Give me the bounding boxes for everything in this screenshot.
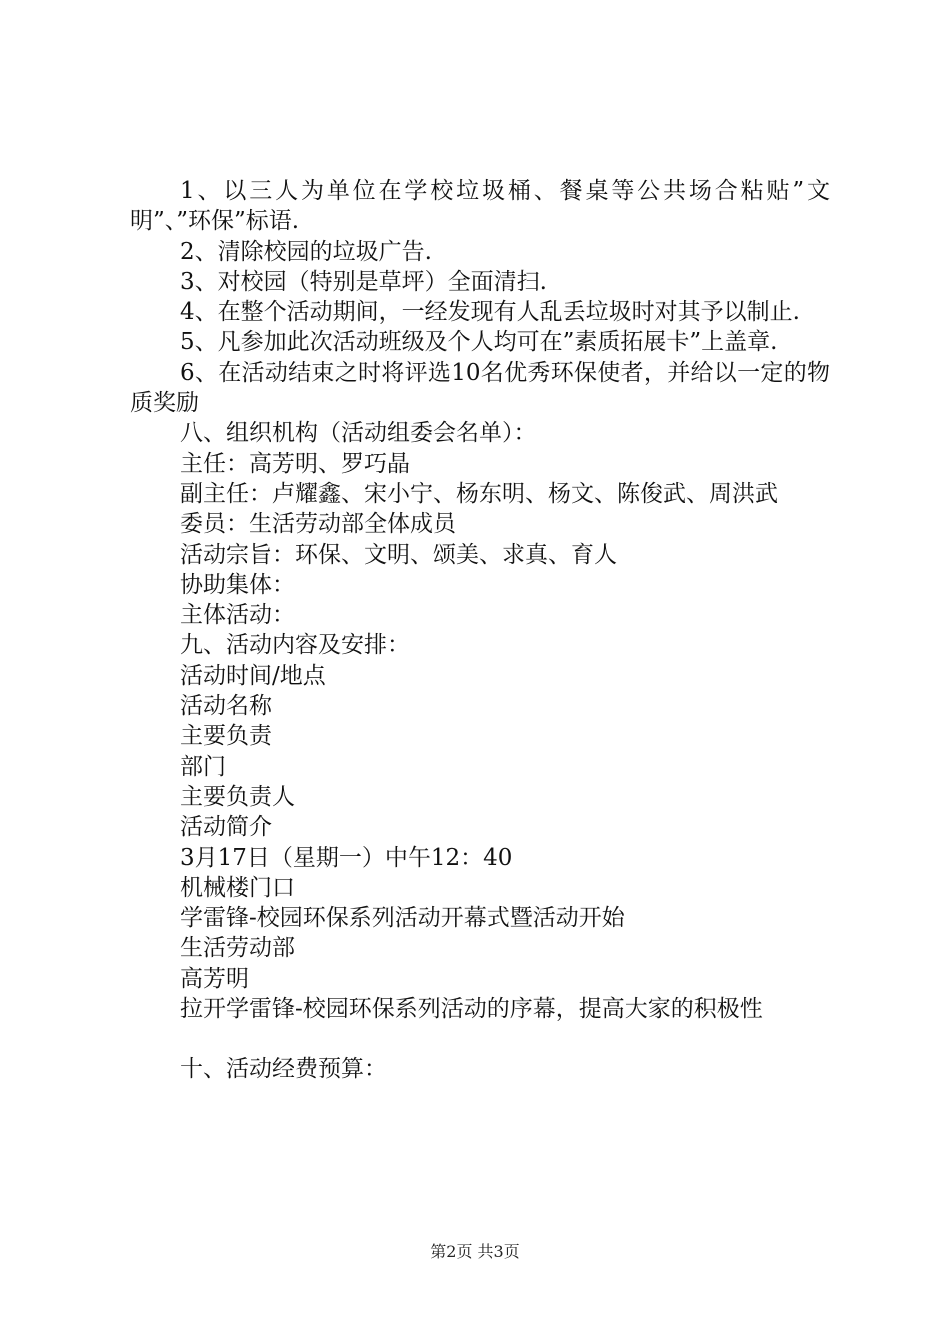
paragraph-item-2: 2、清除校园的垃圾广告.	[180, 238, 432, 265]
paragraph-item-6: 6、在活动结束之时将评选10名优秀环保使者，并给以一定的物质奖励	[130, 359, 830, 417]
schedule-header-time-place: 活动时间/地点	[180, 662, 326, 689]
deputy-director-line: 副主任：卢耀鑫、宋小宁、杨东明、杨文、陈俊武、周洪武	[180, 480, 778, 507]
paragraph-item-5: 5、凡参加此次活动班级及个人均可在”素质拓展卡”上盖章.	[180, 329, 778, 356]
committee-members-line: 委员：生活劳动部全体成员	[180, 511, 456, 538]
activity-purpose-line: 活动宗旨：环保、文明、颂美、求真、育人	[180, 541, 617, 568]
schedule-person: 高芳明	[180, 965, 249, 992]
schedule-time: 3月17日（星期一）中午12：40	[180, 844, 513, 871]
page-footer	[0, 1242, 950, 1262]
page-number-label: 第2页 共3页	[430, 1242, 520, 1261]
section-heading-schedule: 九、活动内容及安排：	[180, 632, 410, 659]
section-heading-budget: 十、活动经费预算：	[180, 1056, 387, 1083]
schedule-header-summary: 活动简介	[180, 814, 272, 841]
document-body	[130, 176, 830, 1085]
schedule-header-person: 主要负责人	[180, 783, 295, 810]
paragraph-item-4: 4、在整个活动期间，一经发现有人乱丢垃圾时对其予以制止.	[180, 299, 800, 326]
paragraph-item-1: 1、以三人为单位在学校垃圾桶、餐桌等公共场合粘贴”文明”、”环保”标语.	[130, 178, 830, 235]
schedule-department: 生活劳动部	[180, 935, 295, 962]
main-activity-line: 主体活动：	[180, 602, 295, 629]
schedule-header-name: 活动名称	[180, 693, 272, 720]
section-heading-organization: 八、组织机构（活动组委会名单）：	[180, 420, 537, 447]
schedule-activity-name: 学雷锋-校园环保系列活动开幕式暨活动开始	[180, 905, 625, 932]
director-line: 主任：高芳明、罗巧晶	[180, 450, 410, 477]
paragraph-spacer	[130, 1024, 830, 1054]
paragraph-item-3: 3、对校园（特别是草坪）全面清扫.	[180, 268, 547, 295]
schedule-header-department: 部门	[180, 753, 226, 780]
schedule-summary: 拉开学雷锋-校园环保系列活动的序幕，提高大家的积极性	[180, 996, 763, 1023]
assisting-group-line: 协助集体：	[180, 571, 295, 598]
schedule-header-responsible: 主要负责	[180, 723, 272, 750]
schedule-place: 机械楼门口	[180, 874, 295, 901]
